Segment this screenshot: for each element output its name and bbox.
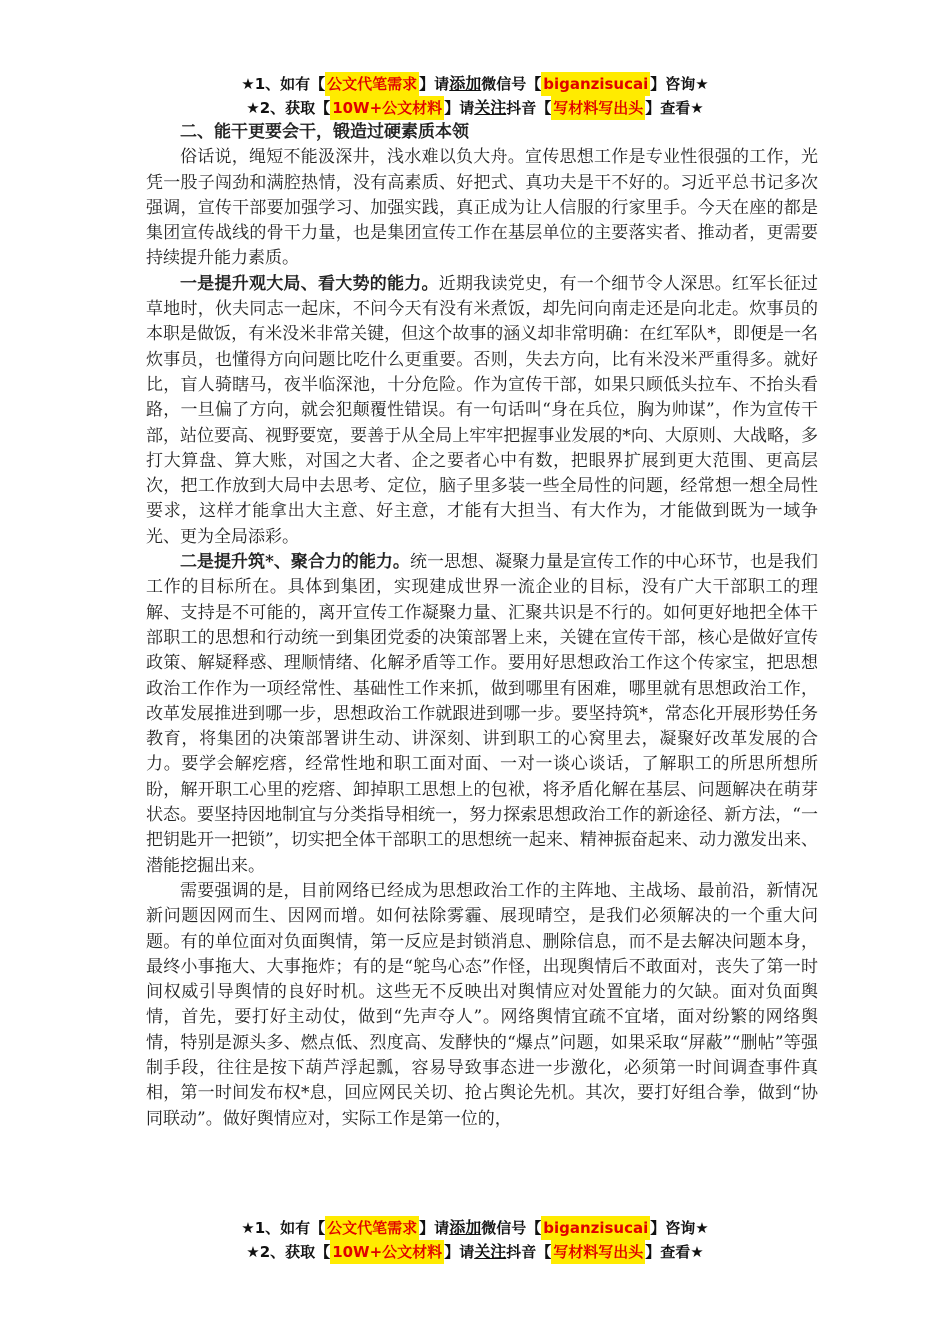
paragraph-3-body: 统一思想、凝聚力量是宣传工作的中心环节，也是我们工作的目标所在。具体到集团，实现建成世界一流企业的目标，没有广大干部职工的理解、支持是不可能的，离开宣传工作凝聚力量、汇聚共识是不行的。如何更好地把全体干部职工的思想和行动统一到集团党委的决策部署上来，关键在宣传干部，核心是做好宣传政策、解疑释惑、理顺情绪、化解矛盾等工作。要用好思想政治工作这个传家宝，把思想政治工作作为一项经常性、基础性工作来抓，做到哪里有困难，哪里就有思想政治工作，改革发展推进到哪一步，思想政治工作就跟进到哪一步。要坚持筑*，常态化开展形势任务教育，将集团的决策部署讲生动、讲深刻、讲到职工的心窝里去，凝聚好改革发展的合力。要学会解疙瘩，经常性地和职工面对面、一对一谈心谈话，了解职工的所思所想所盼，解开职工心里的疙瘩、卸掉职工思想上的包袱，将矛盾化解在基层、问题解决在萌芽状态。要坚持因地制宜与分类指导相统一，努力探索思想政治工作的新途径、新方法，“一把钥匙开一把锁”，切实把全体干部职工的思想统一起来、精神振奋起来、动力激发出来、潜能挖掘出来。	[146, 552, 819, 876]
paragraph-4: 需要强调的是，目前网络已经成为思想政治工作的主阵地、主战场、最前沿，新情况新问题因网而生、因网而增。如何祛除雾霾、展现晴空，是我们必须解决的一个重大问题。有的单位面对负面舆情，第一反应是封锁消息、删除信息，而不是去解决问题本身，最终小事拖大、大事拖炸；有的是“鸵鸟心态”作怪，出现舆情后不敢面对，丧失了第一时间权威引导舆情的良好时机。这些无不反映出对舆情应对处置能力的欠缺。面对负面舆情，首先，要打好主动仗，做到“先声夺人”。网络舆情宜疏不宜堵，面对纷繁的网络舆情，特别是源头多、燃点低、烈度高、发酵快的“爆点”问题，如果采取“屏蔽”“删帖”等强制手段，往往是按下葫芦浮起瓢，容易导致事态进一步激化，必须第一时间调查事件真相，第一时间发布权*息，回应网民关切、抢占舆论先机。其次，要打好组合拳，做到“协同联动”。做好舆情应对，实际工作是第一位的，	[146, 880, 818, 1129]
ad-line-2	[0, 1240, 950, 1264]
ad-text: 】咨询★	[650, 1219, 709, 1237]
ad-underline-text: 关注	[474, 98, 507, 117]
ad-text: ★2、获取【	[246, 99, 331, 117]
bottom-ad-banner	[0, 1216, 950, 1264]
top-ad-banner	[0, 72, 950, 120]
ad-douyin-id: 写材料写出头	[551, 96, 645, 120]
paragraph-3-lead: 二是提升筑*、聚合力的能力。	[180, 552, 410, 573]
ad-text: 】查看★	[645, 99, 704, 117]
ad-underline-text: 添加	[449, 1218, 482, 1237]
paragraph-1: 俗话说，绳短不能汲深井，浅水难以负大舟。宣传思想工作是专业性很强的工作，光凭一股子闯劲和满腔热情，没有高素质、好把式、真功夫是干不好的。习近平总书记多次强调，宣传干部要加强学习、加强实践，真正成为让人信服的行家里手。今天在座的都是集团宣传战线的骨干力量，也是集团宣传工作在基层单位的主要落实者、推动者，更需要持续提升能力素质。	[146, 147, 818, 269]
ad-line-1	[0, 1216, 950, 1240]
ad-text: 】请	[419, 1219, 450, 1237]
ad-text: ★1、如有【	[241, 75, 326, 93]
ad-underline-text: 添加	[449, 74, 482, 93]
section-heading: 二、能干更要会干，锻造过硬素质本领	[180, 122, 469, 142]
ad-text: 微信号【	[481, 75, 542, 93]
paragraph-2-lead: 一是提升观大局、看大势的能力。	[180, 273, 439, 294]
ad-text: 】请	[444, 1243, 475, 1261]
ad-wechat-id: biganzisucai	[541, 72, 650, 96]
ad-highlight: 10W+公文材料	[330, 96, 444, 120]
ad-line-2	[0, 96, 950, 120]
ad-underline-text: 关注	[474, 1242, 507, 1261]
ad-highlight: 公文代笔需求	[325, 1216, 419, 1240]
ad-text: ★1、如有【	[241, 1219, 326, 1237]
ad-wechat-id: biganzisucai	[541, 1216, 650, 1240]
ad-highlight: 公文代笔需求	[325, 72, 419, 96]
document-body	[146, 120, 818, 1132]
ad-text: 】查看★	[645, 1243, 704, 1261]
ad-text: 】请	[419, 75, 450, 93]
ad-text: 抖音【	[506, 99, 552, 117]
ad-highlight: 10W+公文材料	[330, 1240, 444, 1264]
ad-text: ★2、获取【	[246, 1243, 331, 1261]
ad-text: 抖音【	[506, 1243, 552, 1261]
paragraph-3	[146, 550, 818, 879]
ad-douyin-id: 写材料写出头	[551, 1240, 645, 1264]
ad-text: 】咨询★	[650, 75, 709, 93]
ad-text: 】请	[444, 99, 475, 117]
ad-line-1	[0, 72, 950, 96]
paragraph-2	[146, 272, 818, 550]
paragraph-2-body: 近期我读党史，有一个细节令人深思。红军长征过草地时，伙夫同志一起床，不问今天有没有米煮饭，却先问向南走还是向北走。炊事员的本职是做饭，有米没米非常关键，但这个故事的涵义却非常明确：在红军队*，即便是一名炊事员，也懂得方向问题比吃什么更重要。否则，失去方向，比有米没米严重得多。就好比，盲人骑瞎马，夜半临深池，十分危险。作为宣传干部，如果只顾低头拉车、不抬头看路，一旦偏了方向，就会犯颠覆性错误。有一句话叫“身在兵位，胸为帅谋”，作为宣传干部，站位要高、视野要宽，要善于从全局上牢牢把握事业发展的*向、大原则、大战略，多打大算盘、算大账，对国之大者、企之要者心中有数，把眼界扩展到更大范围、更高层次，把工作放到大局中去思考、定位，脑子里多装一些全局性的问题，经常想一想全局性要求，这样才能拿出大主意、好主意，才能有大担当、有大作为，才能做到既为一域争光、更为全局添彩。	[146, 273, 818, 547]
ad-text: 微信号【	[481, 1219, 542, 1237]
